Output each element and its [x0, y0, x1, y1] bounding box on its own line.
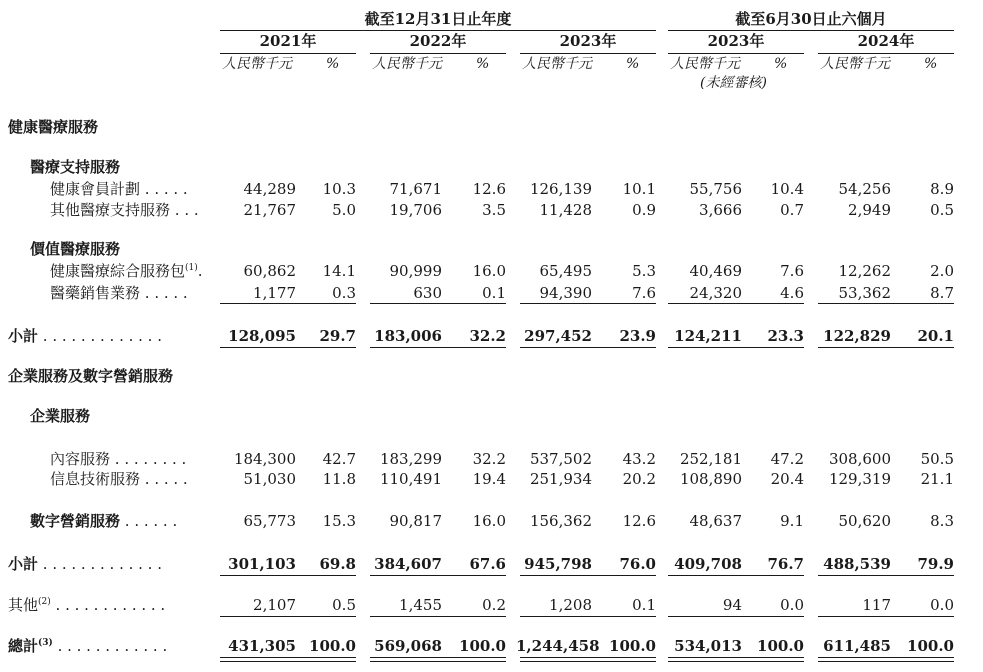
percent-cell: 10.1: [622, 180, 656, 198]
amount-cell: 945,798: [524, 555, 592, 573]
percent-cell: 32.2: [469, 327, 506, 345]
amount-cell: 252,181: [679, 450, 742, 468]
percent-cell: 12.6: [472, 180, 506, 198]
row-label: 其他$^{(2)}$ . . . . . . . . . . . .: [8, 596, 166, 614]
amount-cell: 21,767: [243, 201, 296, 219]
sum-rule: [520, 616, 656, 617]
percent-cell: 79.9: [917, 555, 954, 573]
unit-header: 人民幣千元: [222, 56, 292, 72]
percent-cell: 19.4: [472, 470, 506, 488]
percent-cell: 10.4: [770, 180, 804, 198]
amount-cell: 308,600: [828, 450, 891, 468]
amount-cell: 60,862: [243, 262, 296, 280]
section-heading: 健康醫療服務: [8, 118, 99, 136]
amount-cell: 2,949: [848, 201, 891, 219]
amount-cell: 71,671: [389, 180, 442, 198]
amount-cell: 65,495: [539, 262, 592, 280]
sum-rule: [668, 616, 804, 617]
sum-rule: [370, 347, 506, 348]
percent-cell: 47.2: [770, 450, 804, 468]
amount-cell: 3,666: [699, 201, 742, 219]
row-label: 醫藥銷售業務 . . . . .: [50, 284, 188, 302]
amount-cell: 122,829: [823, 327, 891, 345]
percent-cell: 23.9: [619, 327, 656, 345]
amount-cell: 630: [413, 284, 442, 302]
total-rule: [520, 657, 656, 658]
percent-cell: 0.5: [332, 596, 356, 614]
year-header: 2021年: [259, 32, 317, 50]
percent-cell: 0.7: [780, 201, 804, 219]
total-rule: [220, 661, 356, 662]
amount-cell: 40,469: [689, 262, 742, 280]
sum-rule: [520, 347, 656, 348]
amount-cell: 124,211: [674, 327, 742, 345]
percent-cell: 100.0: [609, 637, 656, 655]
percent-cell: 15.3: [322, 512, 356, 530]
amount-cell: 183,006: [374, 327, 442, 345]
percent-cell: 5.3: [632, 262, 656, 280]
amount-cell: 50,620: [838, 512, 891, 530]
percent-cell: 100.0: [757, 637, 804, 655]
percent-cell: 8.7: [930, 284, 954, 302]
amount-cell: 110,491: [379, 470, 442, 488]
subsection-heading: 價值醫療服務: [30, 240, 121, 258]
percent-cell: 16.0: [472, 262, 506, 280]
amount-cell: 183,299: [379, 450, 442, 468]
amount-cell: 94,390: [539, 284, 592, 302]
amount-cell: 12,262: [838, 262, 891, 280]
percent-cell: 21.1: [920, 470, 954, 488]
section-heading: 企業服務及數字營銷服務: [8, 367, 174, 385]
percent-cell: 7.6: [632, 284, 656, 302]
sum-rule: [818, 347, 954, 348]
percent-cell: 69.8: [319, 555, 356, 573]
subsection-heading: 醫療支持服務: [30, 158, 121, 176]
amount-cell: 55,756: [689, 180, 742, 198]
total-rule: [520, 661, 656, 662]
year-header: 2024年: [857, 32, 915, 50]
amount-cell: 1,208: [549, 596, 592, 614]
percent-cell: 0.9: [632, 201, 656, 219]
percent-cell: 9.1: [780, 512, 804, 530]
sum-rule: [668, 303, 804, 304]
amount-cell: 54,256: [838, 180, 891, 198]
percent-cell: 100.0: [309, 637, 356, 655]
total-rule: [668, 661, 804, 662]
amount-cell: 488,539: [823, 555, 891, 573]
sum-rule: [668, 347, 804, 348]
sum-rule: [818, 303, 954, 304]
group-header-annual: 截至12月31日止年度: [364, 10, 512, 28]
unit-header: 人民幣千元: [522, 56, 592, 72]
unit-header: 人民幣千元: [372, 56, 442, 72]
sum-rule: [220, 575, 356, 576]
amount-cell: 431,305: [228, 637, 296, 655]
year-rule: [818, 53, 954, 54]
year-header: 2022年: [409, 32, 467, 50]
unaudited-note: (未經審核): [700, 75, 767, 91]
unit-header: 人民幣千元: [820, 56, 890, 72]
subsection-heading: 企業服務: [30, 407, 91, 425]
sum-rule: [370, 575, 506, 576]
percent-cell: 100.0: [907, 637, 954, 655]
percent-cell: 0.5: [930, 201, 954, 219]
pct-header: %: [476, 56, 490, 72]
group-header-six-months: 截至6月30日止六個月: [735, 10, 887, 28]
sum-rule: [818, 616, 954, 617]
year-header: 2023年: [707, 32, 765, 50]
percent-cell: 42.7: [322, 450, 356, 468]
percent-cell: 20.1: [917, 327, 954, 345]
amount-cell: 90,999: [389, 262, 442, 280]
sum-rule: [668, 575, 804, 576]
percent-cell: 100.0: [459, 637, 506, 655]
amount-cell: 129,319: [828, 470, 891, 488]
total-rule: [370, 657, 506, 658]
percent-cell: 7.6: [780, 262, 804, 280]
amount-cell: 44,289: [243, 180, 296, 198]
footnote-ref: (2): [38, 597, 51, 607]
row-label: 內容服務 . . . . . . . .: [50, 450, 187, 468]
footnote-ref: (1): [185, 263, 198, 273]
row-label: 健康會員計劃 . . . . .: [50, 180, 188, 198]
percent-cell: 16.0: [472, 512, 506, 530]
year-header: 2023年: [559, 32, 617, 50]
amount-cell: 384,607: [374, 555, 442, 573]
amount-cell: 94: [722, 596, 742, 614]
sum-rule: [520, 303, 656, 304]
amount-cell: 534,013: [674, 637, 742, 655]
percent-cell: 0.0: [930, 596, 954, 614]
group-rule-six-months: [668, 30, 954, 31]
amount-cell: 156,362: [529, 512, 592, 530]
percent-cell: 67.6: [469, 555, 506, 573]
percent-cell: 0.1: [482, 284, 506, 302]
percent-cell: 32.2: [472, 450, 506, 468]
amount-cell: 117: [862, 596, 891, 614]
amount-cell: 297,452: [524, 327, 592, 345]
percent-cell: 0.0: [780, 596, 804, 614]
year-rule: [370, 53, 506, 54]
pct-header: %: [626, 56, 640, 72]
amount-cell: 1,244,458: [516, 637, 600, 655]
percent-cell: 50.5: [920, 450, 954, 468]
percent-cell: 0.2: [482, 596, 506, 614]
percent-cell: 12.6: [622, 512, 656, 530]
group-rule-annual: [220, 30, 656, 31]
amount-cell: 1,177: [253, 284, 296, 302]
row-label: 信息技術服務 . . . . .: [50, 470, 188, 488]
row-label: 健康醫療綜合服務包$^{(1)}$.: [50, 262, 203, 280]
pct-header: %: [924, 56, 938, 72]
year-rule: [520, 53, 656, 54]
total-rule: [668, 657, 804, 658]
percent-cell: 3.5: [482, 201, 506, 219]
amount-cell: 128,095: [228, 327, 296, 345]
amount-cell: 24,320: [689, 284, 742, 302]
row-label: 數字營銷服務 . . . . . .: [30, 512, 178, 530]
percent-cell: 8.9: [930, 180, 954, 198]
percent-cell: 23.3: [767, 327, 804, 345]
percent-cell: 43.2: [622, 450, 656, 468]
sum-rule: [220, 303, 356, 304]
percent-cell: 4.6: [780, 284, 804, 302]
amount-cell: 184,300: [233, 450, 296, 468]
amount-cell: 251,934: [529, 470, 592, 488]
amount-cell: 65,773: [243, 512, 296, 530]
percent-cell: 8.3: [930, 512, 954, 530]
percent-cell: 14.1: [322, 262, 356, 280]
percent-cell: 0.3: [332, 284, 356, 302]
percent-cell: 2.0: [930, 262, 954, 280]
row-label-subtotal: 小計 . . . . . . . . . . . . .: [8, 327, 162, 345]
percent-cell: 76.0: [619, 555, 656, 573]
percent-cell: 29.7: [319, 327, 356, 345]
pct-header: %: [326, 56, 340, 72]
amount-cell: 48,637: [689, 512, 742, 530]
total-rule: [370, 661, 506, 662]
amount-cell: 19,706: [389, 201, 442, 219]
sum-rule: [818, 575, 954, 576]
amount-cell: 569,068: [374, 637, 442, 655]
footnote-ref: (3): [38, 638, 53, 648]
amount-cell: 2,107: [253, 596, 296, 614]
sum-rule: [520, 575, 656, 576]
row-label-total: 總計$^{(3)}$ . . . . . . . . . . . .: [8, 637, 168, 655]
total-rule: [220, 657, 356, 658]
amount-cell: 611,485: [823, 637, 891, 655]
percent-cell: 5.0: [332, 201, 356, 219]
amount-cell: 409,708: [674, 555, 742, 573]
amount-cell: 537,502: [529, 450, 592, 468]
pct-header: %: [774, 56, 788, 72]
amount-cell: 126,139: [529, 180, 592, 198]
year-rule: [220, 53, 356, 54]
sum-rule: [370, 303, 506, 304]
row-label: 其他醫療支持服務 . . .: [50, 201, 199, 219]
amount-cell: 53,362: [838, 284, 891, 302]
percent-cell: 20.2: [622, 470, 656, 488]
sum-rule: [220, 347, 356, 348]
sum-rule: [370, 616, 506, 617]
amount-cell: 90,817: [389, 512, 442, 530]
percent-cell: 0.1: [632, 596, 656, 614]
amount-cell: 1,455: [399, 596, 442, 614]
amount-cell: 51,030: [243, 470, 296, 488]
total-rule: [818, 657, 954, 658]
unit-header: 人民幣千元: [670, 56, 740, 72]
percent-cell: 20.4: [770, 470, 804, 488]
amount-cell: 11,428: [539, 201, 592, 219]
percent-cell: 11.8: [322, 470, 356, 488]
total-rule: [818, 661, 954, 662]
amount-cell: 301,103: [228, 555, 296, 573]
amount-cell: 108,890: [679, 470, 742, 488]
row-label-subtotal: 小計 . . . . . . . . . . . . .: [8, 555, 162, 573]
sum-rule: [220, 616, 356, 617]
year-rule: [668, 53, 804, 54]
percent-cell: 10.3: [322, 180, 356, 198]
percent-cell: 76.7: [767, 555, 804, 573]
